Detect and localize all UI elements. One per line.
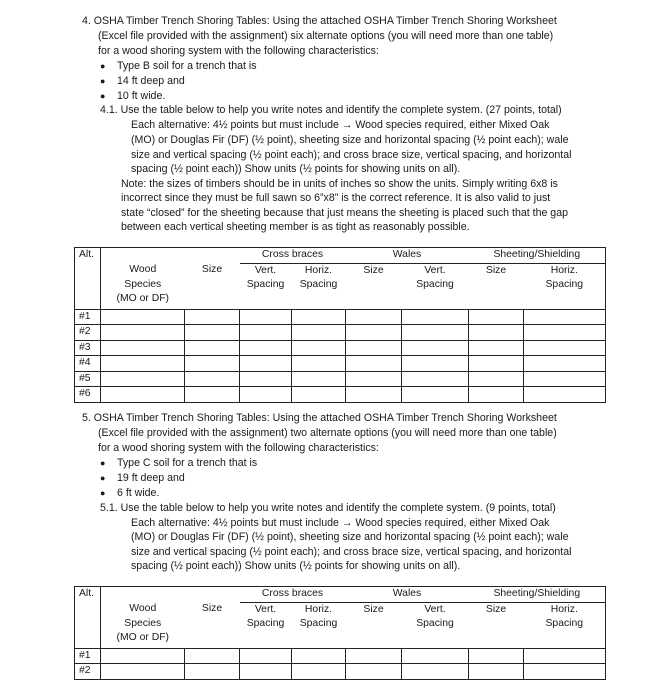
q4-sub-line: size and vertical spacing (½ point each); and cross brace size, vertical spacing, and horizontal xyxy=(131,149,572,161)
alt-header: Alt. xyxy=(75,587,101,603)
table-row: #5 xyxy=(75,371,606,387)
wales-header: Wales xyxy=(346,248,469,264)
shoring-table-1 xyxy=(74,247,606,403)
q4-line: 4. OSHA Timber Trench Shoring Tables: Using the attached OSHA Timber Trench Shoring Worksheet xyxy=(82,15,557,27)
shoring-table-2 xyxy=(74,586,606,680)
bullet-icon: ● xyxy=(100,458,106,468)
q4-note-line: state “closed” for the sheeting because that just means the sheeting is placed such that the gap xyxy=(121,207,568,219)
q4-note-line: Note: the sizes of timbers should be in units of inches so show the units. Simply writing 6x8 is xyxy=(121,178,558,190)
sheeting-size-header: Size xyxy=(469,602,524,648)
q5-sub-line: 5.1. Use the table below to help you write notes and identify the complete system. (9 points, total) xyxy=(100,502,556,514)
bullet-icon: ● xyxy=(100,61,106,71)
bullet-icon: ● xyxy=(100,76,106,86)
cross-brace-size-header: Size xyxy=(185,263,240,309)
sheeting-horiz-header: Horiz. Spacing xyxy=(524,602,606,648)
q4-note-line: incorrect since they must be full sawn so 6”x8” is the correct reference. It is also valid to just xyxy=(121,192,551,204)
wood-species-header: Wood Species (MO or DF) xyxy=(101,263,185,309)
bullet-icon: ● xyxy=(100,488,106,498)
q5-line: for a wood shoring system with the following characteristics: xyxy=(98,442,379,454)
q5-sub-line: spacing (½ point each)) Show units (½ points for showing units on all). xyxy=(131,560,461,572)
wale-size-header: Size xyxy=(346,602,402,648)
q4-sub-line: (MO) or Douglas Fir (DF) (½ point), sheeting size and horizontal spacing (½ point each); wale xyxy=(131,134,569,146)
q4-line: (Excel file provided with the assignment) six alternate options (you will need more than one table) xyxy=(98,30,554,42)
q4-bullet: 10 ft wide. xyxy=(117,90,166,102)
q5-bullet: Type C soil for a trench that is xyxy=(117,457,258,469)
alt-header: Alt. xyxy=(75,248,101,264)
table-row: #4 xyxy=(75,356,606,372)
q4-line: for a wood shoring system with the following characteristics: xyxy=(98,45,379,57)
cross-brace-horiz-header: Horiz. Spacing xyxy=(292,263,346,309)
q4-sub-line: spacing (½ point each)) Show units (½ points for showing units on all). xyxy=(131,163,461,175)
q4-bullet: 14 ft deep and xyxy=(117,75,185,87)
cross-brace-horiz-header: Horiz. Spacing xyxy=(292,602,346,648)
q5-bullet: 6 ft wide. xyxy=(117,487,160,499)
sheeting-header: Sheeting/Shielding xyxy=(469,587,606,603)
q5-line: 5. OSHA Timber Trench Shoring Tables: Using the attached OSHA Timber Trench Shoring Worksheet xyxy=(82,412,557,424)
table-row: #1 xyxy=(75,648,606,664)
cross-braces-header: Cross braces xyxy=(240,587,346,603)
table-row: #1 xyxy=(75,309,606,325)
q5-bullet: 19 ft deep and xyxy=(117,472,185,484)
q4-sub-line: Each alternative: 4½ points but must include → Wood species required, either Mixed Oak xyxy=(131,119,550,131)
table-row: #2 xyxy=(75,325,606,341)
cross-brace-vert-header: Vert. Spacing xyxy=(240,602,292,648)
q5-sub-line: size and vertical spacing (½ point each); and cross brace size, vertical spacing, and horizontal xyxy=(131,546,572,558)
wale-vert-header: Vert. Spacing xyxy=(402,263,469,309)
wale-vert-header: Vert. Spacing xyxy=(402,602,469,648)
q5-line: (Excel file provided with the assignment) two alternate options (you will need more than one table) xyxy=(98,427,557,439)
wood-species-header: Wood Species (MO or DF) xyxy=(101,602,185,648)
wales-header: Wales xyxy=(346,587,469,603)
q4-sub-line: 4.1. Use the table below to help you write notes and identify the complete system. (27 points, total) xyxy=(100,104,562,116)
bullet-icon: ● xyxy=(100,91,106,101)
sheeting-header: Sheeting/Shielding xyxy=(469,248,606,264)
cross-braces-header: Cross braces xyxy=(240,248,346,264)
cross-brace-size-header: Size xyxy=(185,602,240,648)
q4-note-line: between each vertical sheeting member is as tight as reasonably possible. xyxy=(121,221,470,233)
sheeting-size-header: Size xyxy=(469,263,524,309)
sheeting-horiz-header: Horiz. Spacing xyxy=(524,263,606,309)
wale-size-header: Size xyxy=(346,263,402,309)
table-row: #2 xyxy=(75,664,606,680)
q4-bullet: Type B soil for a trench that is xyxy=(117,60,257,72)
table-row: #6 xyxy=(75,387,606,403)
q5-sub-line: (MO) or Douglas Fir (DF) (½ point), sheeting size and horizontal spacing (½ point each); wale xyxy=(131,531,569,543)
bullet-icon: ● xyxy=(100,473,106,483)
q5-sub-line: Each alternative: 4½ points but must include → Wood species required, either Mixed Oak xyxy=(131,517,550,529)
table-row: #3 xyxy=(75,340,606,356)
cross-brace-vert-header: Vert. Spacing xyxy=(240,263,292,309)
